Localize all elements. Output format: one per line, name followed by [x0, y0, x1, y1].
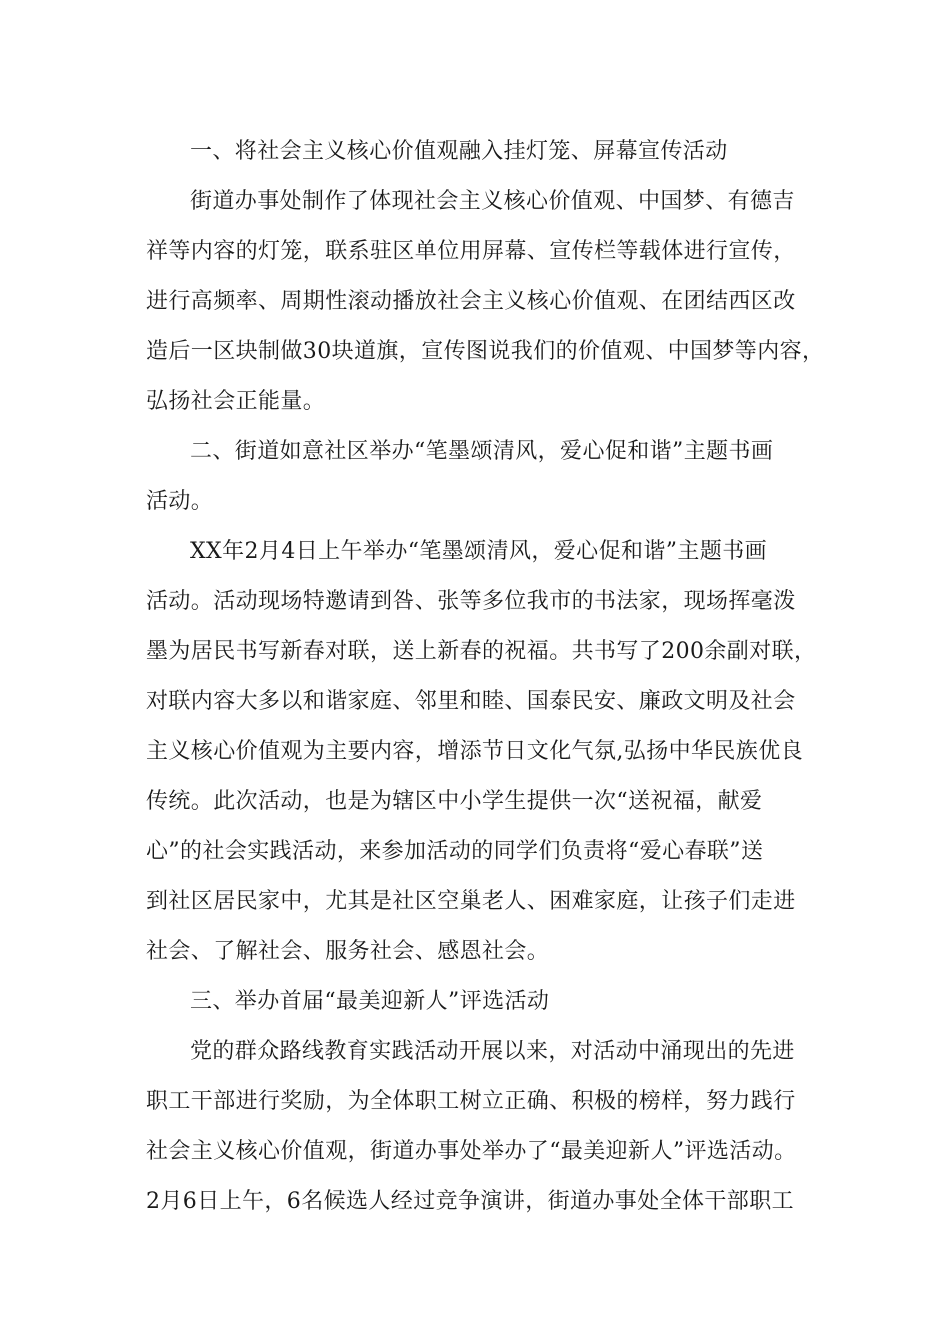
paragraph-line: XX年2月4日上午举办“笔墨颂清风，爱心促和谐”主题书画	[190, 539, 768, 564]
paragraph-line: 主义核心价值观为主要内容，增添节日文化气氛,弘扬中华民族优良	[146, 739, 803, 764]
paragraph-line: 传统。此次活动，也是为辖区中小学生提供一次“送祝福，献爱	[146, 789, 763, 814]
paragraph-line: 进行高频率、周期性滚动播放社会主义核心价值观、在团结西区改	[146, 289, 796, 314]
section-heading-2: 二、街道如意社区举办“笔墨颂清风，爱心促和谐”主题书画	[190, 439, 774, 464]
paragraph-line: 对联内容大多以和谐家庭、邻里和睦、国泰民安、廉政文明及社会	[146, 689, 796, 714]
paragraph-line: 党的群众路线教育实践活动开展以来，对活动中涌现出的先进	[190, 1039, 795, 1064]
paragraph-line: 造后一区块制做30块道旗，宣传图说我们的价值观、中国梦等内容，	[146, 339, 825, 364]
paragraph-line: 祥等内容的灯笼，联系驻区单位用屏幕、宣传栏等载体进行宣传，	[146, 239, 796, 264]
paragraph-line: 2月6日上午，6名候选人经过竞争演讲，街道办事处全体干部职工	[146, 1189, 794, 1214]
paragraph-line: 心”的社会实践活动，来参加活动的同学们负责将“爱心春联”送	[146, 839, 764, 864]
paragraph-line: 街道办事处制作了体现社会主义核心价值观、中国梦、有德吉	[190, 189, 795, 214]
paragraph-line: 社会、了解社会、服务社会、感恩社会。	[146, 939, 550, 964]
section-heading-1: 一、将社会主义核心价值观融入挂灯笼、屏幕宣传活动	[190, 139, 728, 164]
section-heading-2-cont: 活动。	[146, 489, 214, 514]
paragraph-line: 社会主义核心价值观，街道办事处举办了“最美迎新人”评选活动。	[146, 1139, 797, 1164]
paragraph-line: 活动。活动现场特邀请到咎、张等多位我市的书法家，现场挥毫泼	[146, 589, 796, 614]
paragraph-line: 职工干部进行奖励，为全体职工树立正确、积极的榜样，努力践行	[146, 1089, 796, 1114]
paragraph-line: 到社区居民家中，尤其是社区空巢老人、困难家庭，让孩子们走进	[146, 889, 796, 914]
section-heading-3: 三、举办首届“最美迎新人”评选活动	[190, 989, 550, 1014]
paragraph-line: 墨为居民书写新春对联，送上新春的祝福。共书写了200余副对联，	[146, 639, 817, 664]
paragraph-line: 弘扬社会正能量。	[146, 389, 326, 414]
